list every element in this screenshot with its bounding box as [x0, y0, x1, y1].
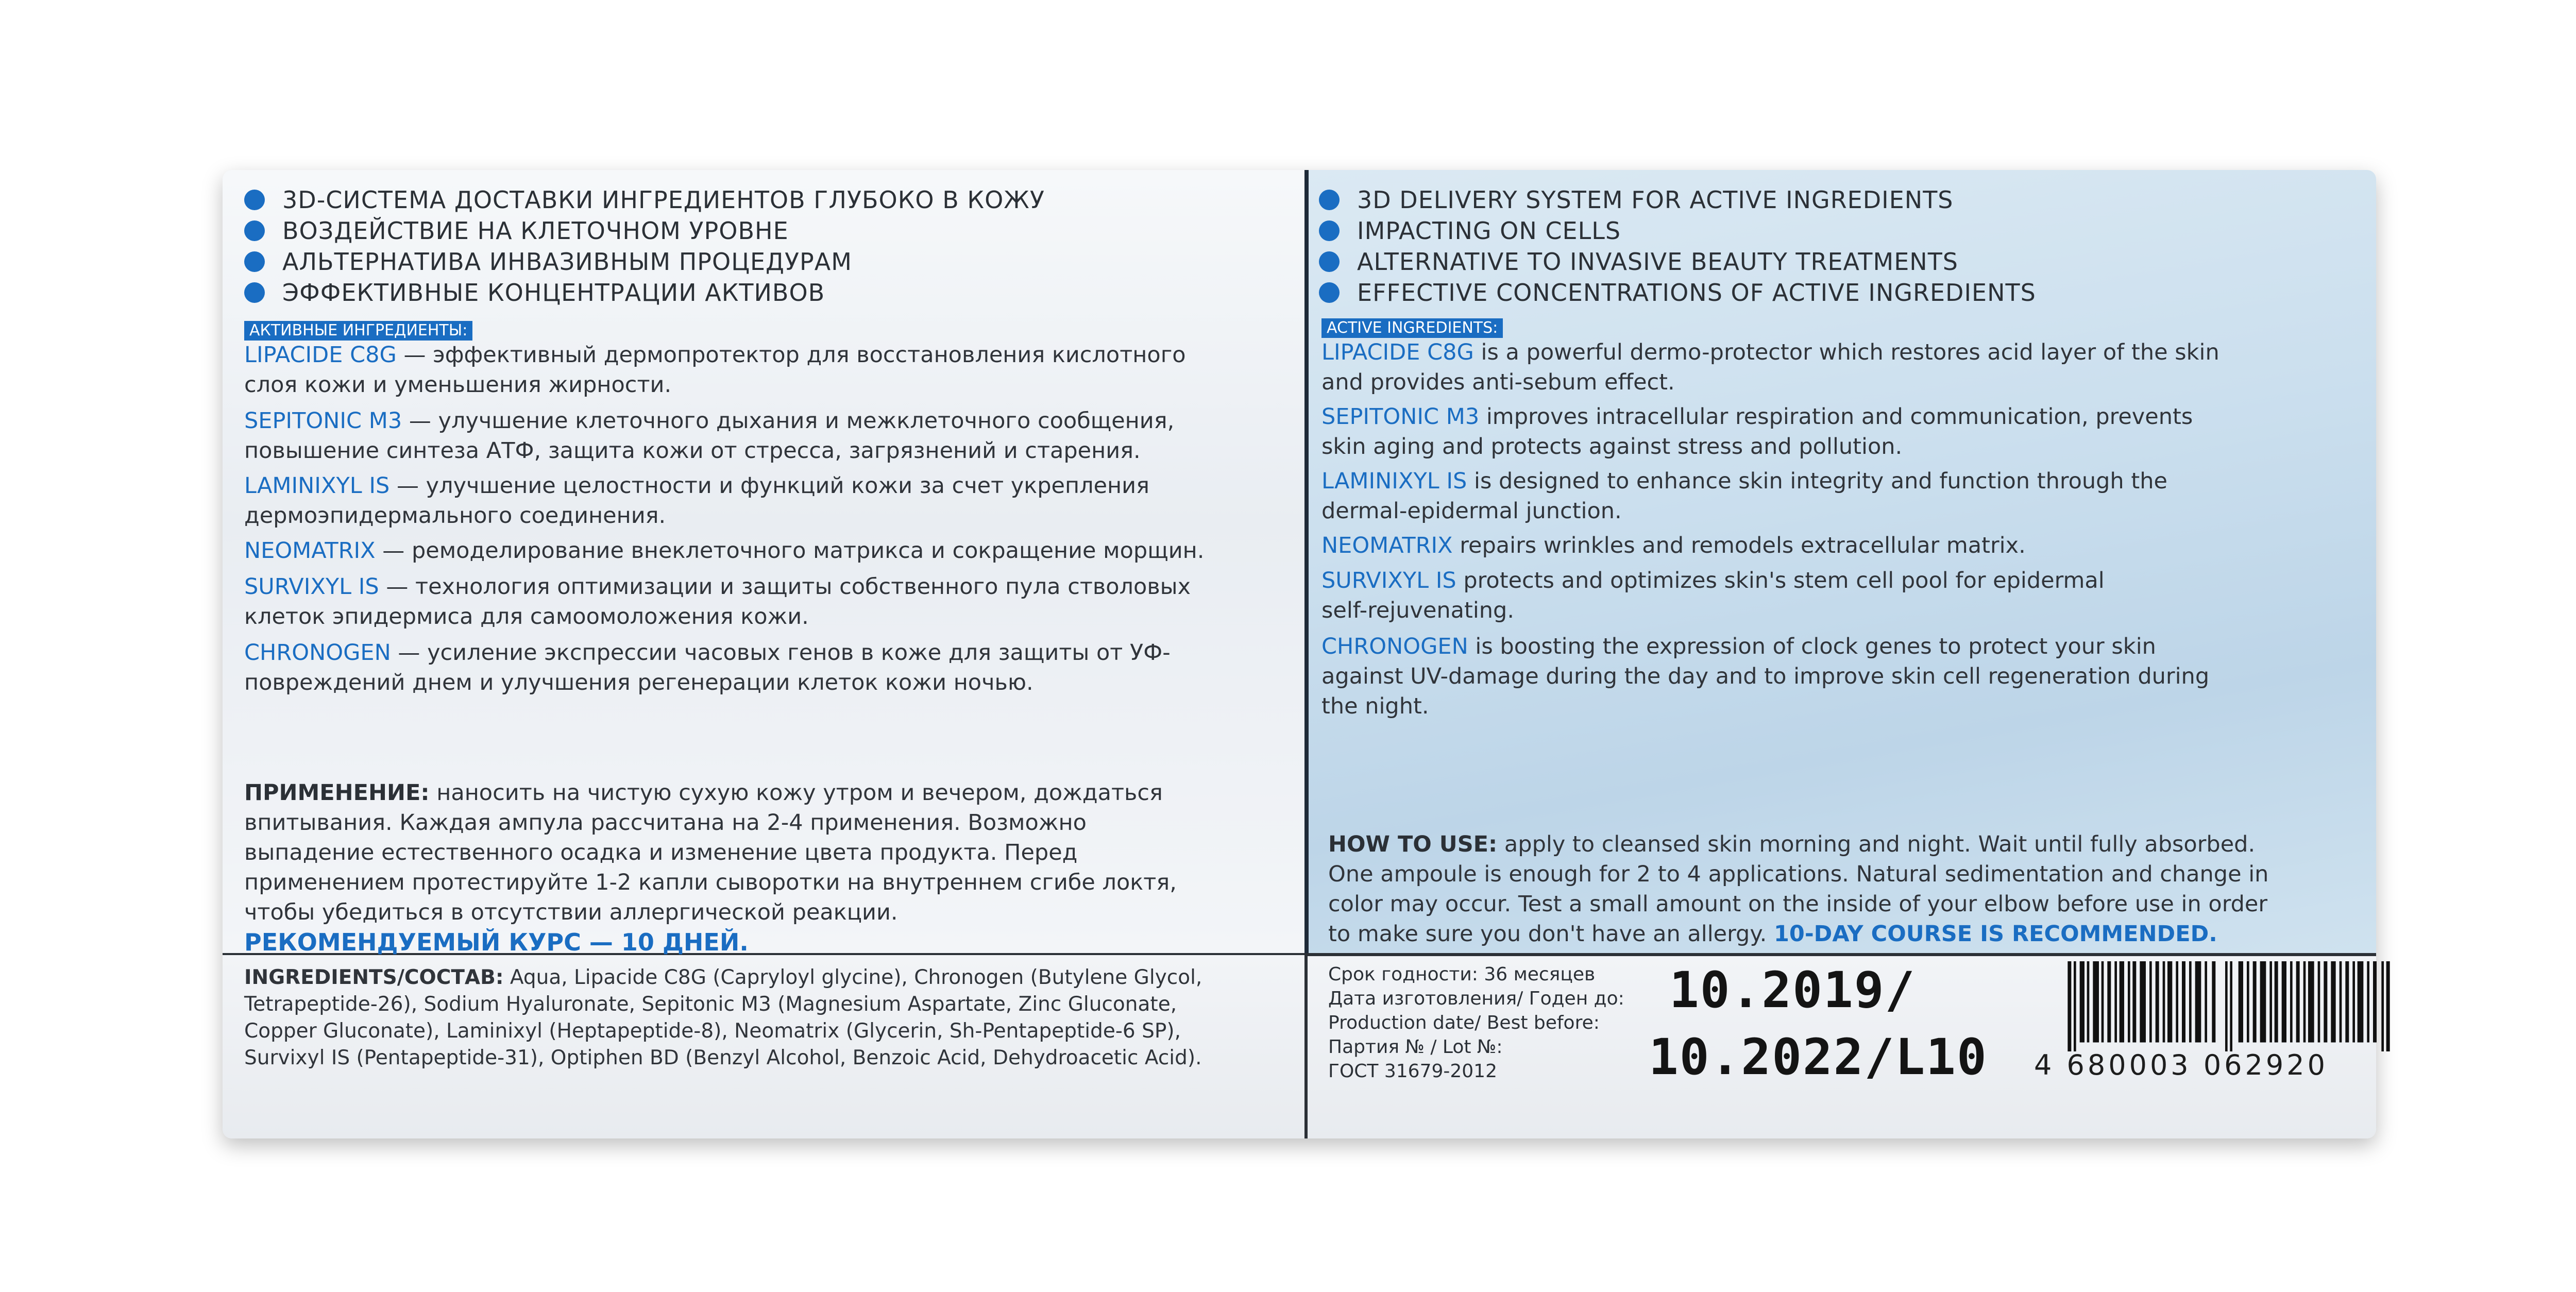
ru-ingredient-item: LAMINIXYL IS — улучшение целостности и функций кожи за счет укрепления дермоэпидермального соединения. — [244, 473, 1149, 529]
en-bullet: ALTERNATIVE TO INVASIVE BEAUTY TREATMENTS — [1319, 246, 2036, 277]
en-ingredient-item: LAMINIXYL IS is designed to enhance skin integrity and function through the dermal-epidermal junction. — [1321, 468, 2167, 524]
en-course: 10-DAY COURSE IS RECOMMENDED. — [1773, 921, 2217, 947]
bullet-dot-icon — [244, 220, 265, 241]
en-bullet: IMPACTING ON CELLS — [1319, 215, 2036, 246]
bullet-dot-icon — [244, 251, 265, 272]
bullet-dot-icon — [244, 190, 265, 210]
bullet-dot-icon — [244, 282, 265, 303]
en-bullet-list — [1319, 184, 2036, 308]
barcode-number: 4 680003 062920 — [2034, 1049, 2328, 1081]
en-ingredient-item: NEOMATRIX repairs wrinkles and remodels extracellular matrix. — [1321, 533, 2026, 558]
bullet-dot-icon — [1319, 220, 1340, 241]
en-ingredient-item: SEPITONIC M3 improves intracellular respiration and communication, prevents skin aging and protects against stress and pollution. — [1321, 404, 2193, 460]
bullet-dot-icon — [1319, 282, 1340, 303]
en-ingredient-item: LIPACIDE C8G is a powerful dermo-protector which restores acid layer of the skin and provides anti-sebum effect. — [1321, 339, 2219, 395]
en-ingredient-item: CHRONOGEN is boosting the expression of clock genes to protect your skin against UV-damage during the day and to improve skin cell regeneration during the night. — [1321, 634, 2210, 719]
ru-bullet: АЛЬТЕРНАТИВА ИНВАЗИВНЫМ ПРОЦЕДУРАМ — [244, 246, 1045, 277]
ru-ingredient-item: CHRONOGEN — усиление экспрессии часовых генов в коже для защиты от УФ- повреждений днем и улучшения регенерации клеток кожи ночью. — [244, 640, 1171, 695]
ru-bullet-list — [244, 184, 1045, 308]
bullet-dot-icon — [1319, 190, 1340, 210]
expiry-lot-stamp: 10.2022/L10 — [1649, 1028, 1988, 1086]
bullet-dot-icon — [1319, 251, 1340, 272]
production-date-stamp: 10.2019/ — [1669, 961, 1916, 1019]
ru-ingredient-item: LIPACIDE C8G — эффективный дермопротектор для восстановления кислотного слоя кожи и уменьшения жирности. — [244, 342, 1186, 398]
barcode-icon — [2056, 961, 2416, 1051]
ru-course: РЕКОМЕНДУЕМЫЙ КУРС — 10 ДНЕЙ. — [244, 928, 749, 956]
date-info: Срок годности: 36 месяцев Дата изготовления/ Годен до: Production date/ Best before: Партия № / Lot №: ГОСТ 31679-2012 — [1328, 964, 1624, 1082]
ru-ingredient-item: SEPITONIC M3 — улучшение клеточного дыхания и межклеточного сообщения, повышение синтеза АТФ, защита кожи от стресса, загрязнений и старения. — [244, 408, 1175, 464]
panel-divider — [1304, 170, 1309, 953]
ru-bullet: 3D-СИСТЕМА ДОСТАВКИ ИНГРЕДИЕНТОВ ГЛУБОКО В КОЖУ — [244, 184, 1045, 215]
ru-bullet: ЭФФЕКТИВНЫЕ КОНЦЕНТРАЦИИ АКТИВОВ — [244, 277, 1045, 308]
en-ingredient-item: SURVIXYL IS protects and optimizes skin's stem cell pool for epidermal self-rejuvenating. — [1321, 568, 2105, 623]
en-usage: HOW TO USE: apply to cleansed skin morning and night. Wait until fully absorbed. One ampoule is enough for 2 to 4 applications. Natural sedimentation and change in color may occur. Test a small amount on the inside of your elbow before use in order to make sure you don't have an allergy. 10-DAY COURSE IS RECOMMENDED. — [1328, 831, 2269, 947]
en-bullet: 3D DELIVERY SYSTEM FOR ACTIVE INGREDIENTS — [1319, 184, 2036, 215]
ingredients-list: INGREDIENTS/СОСТАВ: Aqua, Lipacide C8G (Capryloyl glycine), Chronogen (Butylene Glycol, Tetrapeptide-26), Sodium Hyaluronate, Sepitonic M3 (Magnesium Aspartate, Zinc Gluconate, Copper Gluconate), Laminixyl (Heptapeptide-8), Neomatrix (Glycerin, Sh-Pentapeptide-6 SP), Survixyl IS (Pentapeptide-31), Optiphen BD (Benzyl Alcohol, Benzoic Acid, Dehydroacetic Acid). — [244, 966, 1202, 1069]
ru-bullet: ВОЗДЕЙСТВИЕ НА КЛЕТОЧНОМ УРОВНЕ — [244, 215, 1045, 246]
en-bullet: EFFECTIVE CONCENTRATIONS OF ACTIVE INGREDIENTS — [1319, 277, 2036, 308]
ru-ingredient-item: SURVIXYL IS — технология оптимизации и защиты собственного пула стволовых клеток эпидермиса для самоомоложения кожи. — [244, 574, 1191, 630]
ru-usage: ПРИМЕНЕНИЕ: наносить на чистую сухую кожу утром и вечером, дождаться впитывания. Каждая ампула рассчитана на 2-4 применения. Возможно выпадение естественного осадка и изменение цвета продукта. Перед применением протестируйте 1-2 капли сыворотки на внутреннем сгибе локтя, чтобы убедиться в отсутствии аллергической реакции. РЕКОМЕНДУЕМЫЙ КУРС — 10 ДНЕЙ. — [244, 780, 1177, 956]
ru-ingredient-item: NEOMATRIX — ремоделирование внеклеточного матрикса и сокращение морщин. — [244, 538, 1205, 564]
en-active-tag: ACTIVE INGREDIENTS: — [1321, 318, 1503, 338]
ru-active-tag: АКТИВНЫЕ ИНГРЕДИЕНТЫ: — [244, 321, 472, 341]
